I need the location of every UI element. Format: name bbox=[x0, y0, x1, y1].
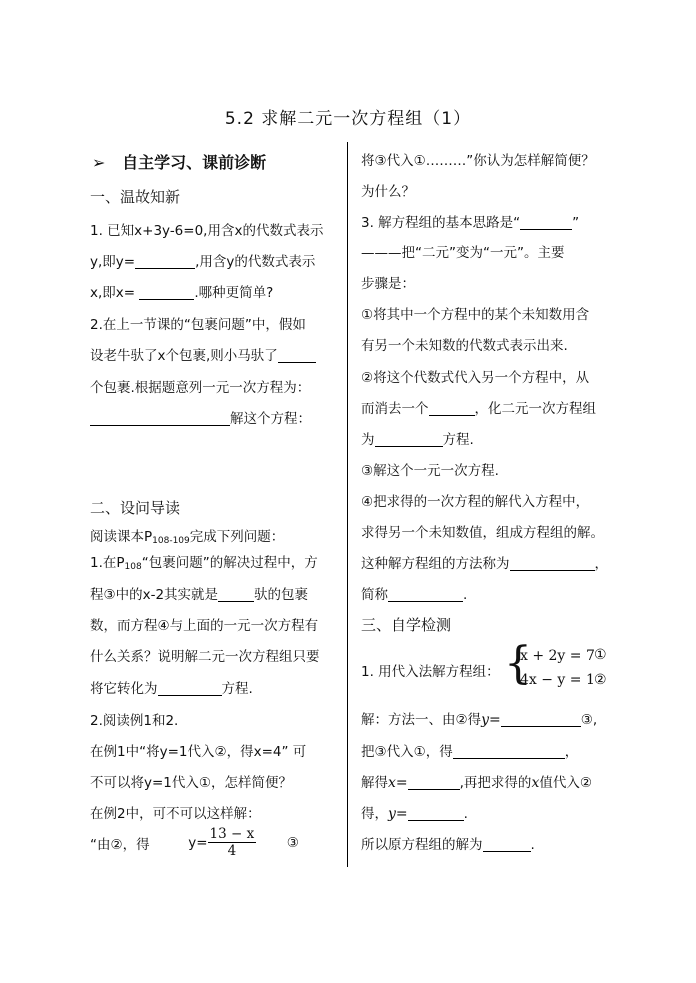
section1-heading bbox=[92, 150, 266, 173]
s-line2-a: 把③代入①，得 bbox=[361, 744, 453, 760]
s-line3-c: ,再把求得的 bbox=[459, 775, 532, 791]
q1-line3-a: x,即x= bbox=[90, 285, 140, 301]
q22-line5-a: “由②，得 bbox=[90, 836, 150, 853]
column-divider bbox=[347, 142, 348, 867]
q2-line2-a: 设老牛驮了x个包裹,则小马驮了 bbox=[90, 348, 278, 364]
answer-blank[interactable] bbox=[408, 806, 464, 821]
q21-line5 bbox=[90, 677, 253, 697]
q2-line4 bbox=[90, 407, 311, 427]
q2-line1: 2.在上一节课的“包裹问题”中，假如 bbox=[90, 317, 306, 333]
q22-line5 bbox=[90, 826, 299, 859]
r-line10-b: 方程. bbox=[442, 432, 474, 448]
answer-blank[interactable] bbox=[510, 556, 595, 571]
answer-blank[interactable] bbox=[90, 411, 230, 426]
r-line15-b: . bbox=[463, 587, 468, 603]
s-line2-b: ， bbox=[564, 744, 579, 760]
r-line3-a: 3. 解方程组的基本思路是“ bbox=[361, 215, 521, 231]
answer-blank[interactable] bbox=[408, 775, 460, 790]
q2-line4-b: 解这个方程： bbox=[230, 411, 311, 427]
q22-line2: 在例1中“将y=1代入②，得x=4” 可 bbox=[90, 744, 307, 760]
q22-line5-c: ③ bbox=[286, 834, 299, 851]
r-line5: 步骤是： bbox=[361, 276, 415, 292]
page-ref: 108 bbox=[124, 562, 142, 572]
q21-line2-a: 程③中的x-2其实就是 bbox=[90, 587, 219, 603]
r-line3 bbox=[361, 211, 579, 231]
r-line9-b: ，化二元一次方程组 bbox=[474, 401, 596, 417]
r-line15 bbox=[361, 583, 467, 603]
q2-line3: 个包裹.根据题意列一元一次方程为： bbox=[90, 380, 311, 396]
s-line3-x: x bbox=[531, 775, 540, 791]
s-line4-var: y= bbox=[388, 806, 408, 822]
q21-line1 bbox=[90, 551, 318, 572]
q21-line2-b: 驮的包裹 bbox=[254, 587, 309, 603]
q1-line3-b: .哪种更简单? bbox=[194, 285, 274, 301]
q1-line3 bbox=[90, 281, 273, 301]
q21-line2 bbox=[90, 583, 308, 603]
r-line14 bbox=[361, 552, 608, 572]
equation-1: x + 2y = 7 bbox=[520, 648, 595, 664]
read-text-b: 完成下列问题： bbox=[189, 529, 285, 545]
r-line14-a: 这种解方程组的方法称为 bbox=[361, 556, 510, 572]
q22-line1: 2.阅读例1和2. bbox=[90, 713, 179, 729]
r-line15-a: 简称 bbox=[361, 587, 388, 603]
r-line8: ②将这个代数式代入另一个方程中，从 bbox=[361, 370, 590, 386]
s-line1-var: y= bbox=[481, 712, 501, 728]
read-text-a: 阅读课本P bbox=[90, 529, 153, 545]
r-line3-b: ” bbox=[572, 215, 580, 231]
page-title: 5.2 求解二元一次方程组（1） bbox=[224, 109, 472, 129]
s-line4-c: . bbox=[463, 806, 468, 822]
r-line10-a: 为 bbox=[361, 432, 375, 448]
r-line9 bbox=[361, 397, 596, 417]
left-brace: { bbox=[504, 638, 532, 689]
r-line1: 将③代入①………”你认为怎样解简便？ bbox=[361, 153, 595, 169]
s-line2 bbox=[361, 740, 578, 760]
fraction-denominator: 4 bbox=[227, 843, 237, 859]
arrow-marker-icon: ➢ bbox=[92, 153, 106, 172]
r-line11: ③解这个一元一次方程. bbox=[361, 463, 499, 479]
r-line6: ①将其中一个方程中的某个未知数用含 bbox=[361, 307, 590, 323]
q21-line4: 什么关系？说明解二元一次方程组只要 bbox=[90, 649, 320, 665]
answer-blank[interactable] bbox=[375, 432, 443, 447]
s-line3-var: x= bbox=[388, 775, 408, 791]
answer-blank[interactable] bbox=[483, 837, 531, 852]
read-instruction bbox=[90, 525, 284, 546]
r-line13: 求得另一个未知数值，组成方程组的解。 bbox=[361, 525, 604, 541]
q21-line5-a: 将它转化为 bbox=[90, 681, 158, 697]
r-line4: ———把“二元”变为“一元”。主要 bbox=[361, 245, 565, 261]
s-line3 bbox=[361, 771, 592, 791]
q1-line2-a: y,即y= bbox=[90, 254, 136, 270]
answer-blank[interactable] bbox=[520, 215, 572, 230]
q22-line4: 在例2中，可不可以这样解： bbox=[90, 806, 261, 822]
section1-heading-text: 自主学习、课前诊断 bbox=[122, 153, 267, 172]
fraction bbox=[208, 826, 257, 859]
part3-heading: 三、自学检测 bbox=[361, 616, 452, 634]
s-line5-b: . bbox=[530, 837, 535, 853]
answer-blank[interactable] bbox=[158, 681, 222, 696]
page-range: 108-109 bbox=[152, 536, 190, 546]
q21-text-b: “包裹问题”的解决过程中，方 bbox=[141, 555, 318, 571]
answer-blank[interactable] bbox=[429, 401, 475, 416]
part2-heading: 二、设问导读 bbox=[90, 499, 181, 517]
r-line14-b: ， bbox=[594, 556, 608, 572]
q22-line3: 不可以将y=1代入①，怎样简便？ bbox=[90, 775, 292, 791]
q1-line2-b: ,用含y的代数式表示 bbox=[195, 254, 316, 270]
s-line3-e: 值代入② bbox=[539, 775, 592, 791]
fraction-numerator: 13 − x bbox=[209, 826, 255, 842]
q21-line3: 数，而方程④与上面的一元一次方程有 bbox=[90, 618, 319, 634]
answer-blank[interactable] bbox=[501, 712, 581, 727]
q2-line2 bbox=[90, 344, 316, 364]
q21-line5-b: 方程. bbox=[221, 681, 253, 697]
q1-line1: 1. 已知x+3y-6=0,用含x的代数式表示 bbox=[90, 223, 324, 239]
s-line4 bbox=[361, 802, 468, 822]
r-line9-a: 而消去一个 bbox=[361, 401, 429, 417]
answer-blank[interactable] bbox=[135, 254, 195, 269]
q21-text-a: 1.在P bbox=[90, 555, 125, 571]
equation-1-mark: ① bbox=[594, 647, 607, 663]
r-line2: 为什么？ bbox=[361, 184, 415, 200]
s-line1-c: ③, bbox=[580, 712, 598, 728]
answer-blank[interactable] bbox=[139, 285, 194, 300]
r-line10 bbox=[361, 428, 474, 448]
s-line1 bbox=[361, 708, 597, 728]
answer-blank[interactable] bbox=[388, 587, 463, 602]
q1-line2 bbox=[90, 250, 315, 270]
q22-line5-b: y= bbox=[188, 834, 208, 851]
answer-blank[interactable] bbox=[218, 587, 254, 602]
s-line3-a: 解得 bbox=[361, 775, 388, 791]
answer-blank[interactable] bbox=[453, 744, 565, 759]
answer-blank[interactable] bbox=[278, 348, 316, 363]
part1-heading: 一、温故知新 bbox=[90, 188, 181, 206]
s-line1-a: 解：方法一、由②得 bbox=[361, 712, 482, 728]
s-line5 bbox=[361, 833, 535, 853]
s-line5-a: 所以原方程组的解为 bbox=[361, 837, 483, 853]
r-line12: ④把求得的一次方程的解代入方程中， bbox=[361, 494, 590, 510]
s-line4-a: 得， bbox=[361, 806, 388, 822]
p1-label: 1. 用代入法解方程组： bbox=[361, 664, 500, 680]
r-line7: 有另一个未知数的代数式表示出来. bbox=[361, 338, 568, 354]
equation-2: 4x − y = 1 bbox=[520, 672, 595, 688]
equation-2-mark: ② bbox=[594, 672, 607, 688]
